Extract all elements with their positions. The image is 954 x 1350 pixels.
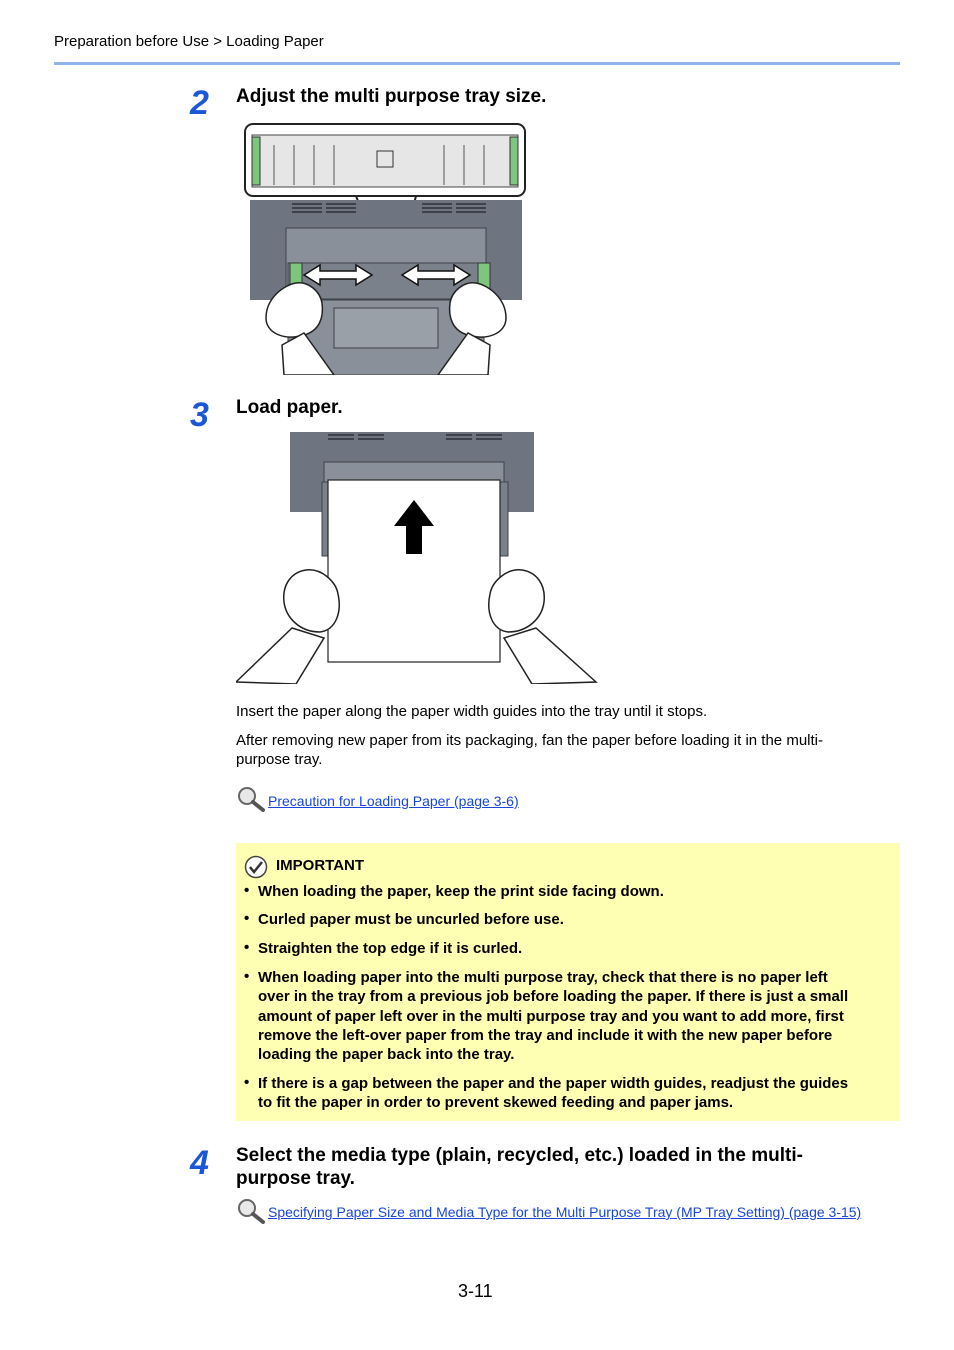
tray-adjust-illustration	[244, 123, 528, 375]
step-title: Select the media type (plain, recycled, etc.) loaded in the multi-	[236, 1145, 803, 1166]
step-number: 4	[190, 1144, 209, 1182]
step-number: 3	[190, 396, 209, 434]
important-item: Straighten the top edge if it is curled.	[258, 940, 523, 957]
important-item: Curled paper must be uncurled before use.	[258, 911, 564, 928]
important-item: If there is a gap between the paper and the paper width guides, readjust the guides	[258, 1075, 849, 1092]
header-rule	[54, 62, 900, 65]
important-item: remove the left-over paper from the tray and include it with the new paper before	[258, 1027, 833, 1044]
important-item: over in the tray from a previous job before loading the paper. If there is just a small	[258, 988, 849, 1005]
important-item: loading the paper back into the tray.	[258, 1046, 515, 1063]
page-number: 3-11	[458, 1281, 493, 1301]
bullet: •	[244, 1074, 250, 1091]
magnifier-icon	[237, 786, 265, 812]
important-title: IMPORTANT	[276, 857, 365, 874]
magnifier-icon	[237, 1198, 265, 1224]
breadcrumb: Preparation before Use > Loading Paper	[54, 33, 324, 50]
step-title: Load paper.	[236, 397, 343, 418]
important-item: to fit the paper in order to prevent skewed feeding and paper jams.	[258, 1094, 734, 1111]
instruction-text: After removing new paper from its packaging, fan the paper before loading it in the multi-	[236, 732, 823, 749]
bullet: •	[244, 882, 250, 899]
step-title: Adjust the multi purpose tray size.	[236, 86, 547, 107]
instruction-text: Insert the paper along the paper width guides into the tray until it stops.	[236, 703, 708, 720]
important-item: When loading the paper, keep the print side facing down.	[258, 883, 664, 900]
mp-tray-setting-reference-link[interactable]: Specifying Paper Size and Media Type for the Multi Purpose Tray (MP Tray Setting) (page 3-15)	[268, 1204, 862, 1220]
precaution-reference-link[interactable]: Precaution for Loading Paper (page 3-6)	[268, 793, 519, 809]
bullet: •	[244, 939, 250, 956]
instruction-text: purpose tray.	[236, 751, 323, 768]
bullet: •	[244, 910, 250, 927]
bullet: •	[244, 968, 250, 985]
checkmark-circle-icon	[244, 855, 268, 879]
step-number: 2	[190, 84, 209, 122]
important-item: amount of paper left over in the multi purpose tray and you want to add more, first	[258, 1008, 844, 1025]
step-title: purpose tray.	[236, 1168, 355, 1189]
important-item: When loading paper into the multi purpose tray, check that there is no paper left	[258, 969, 828, 986]
load-paper-illustration	[236, 432, 598, 684]
